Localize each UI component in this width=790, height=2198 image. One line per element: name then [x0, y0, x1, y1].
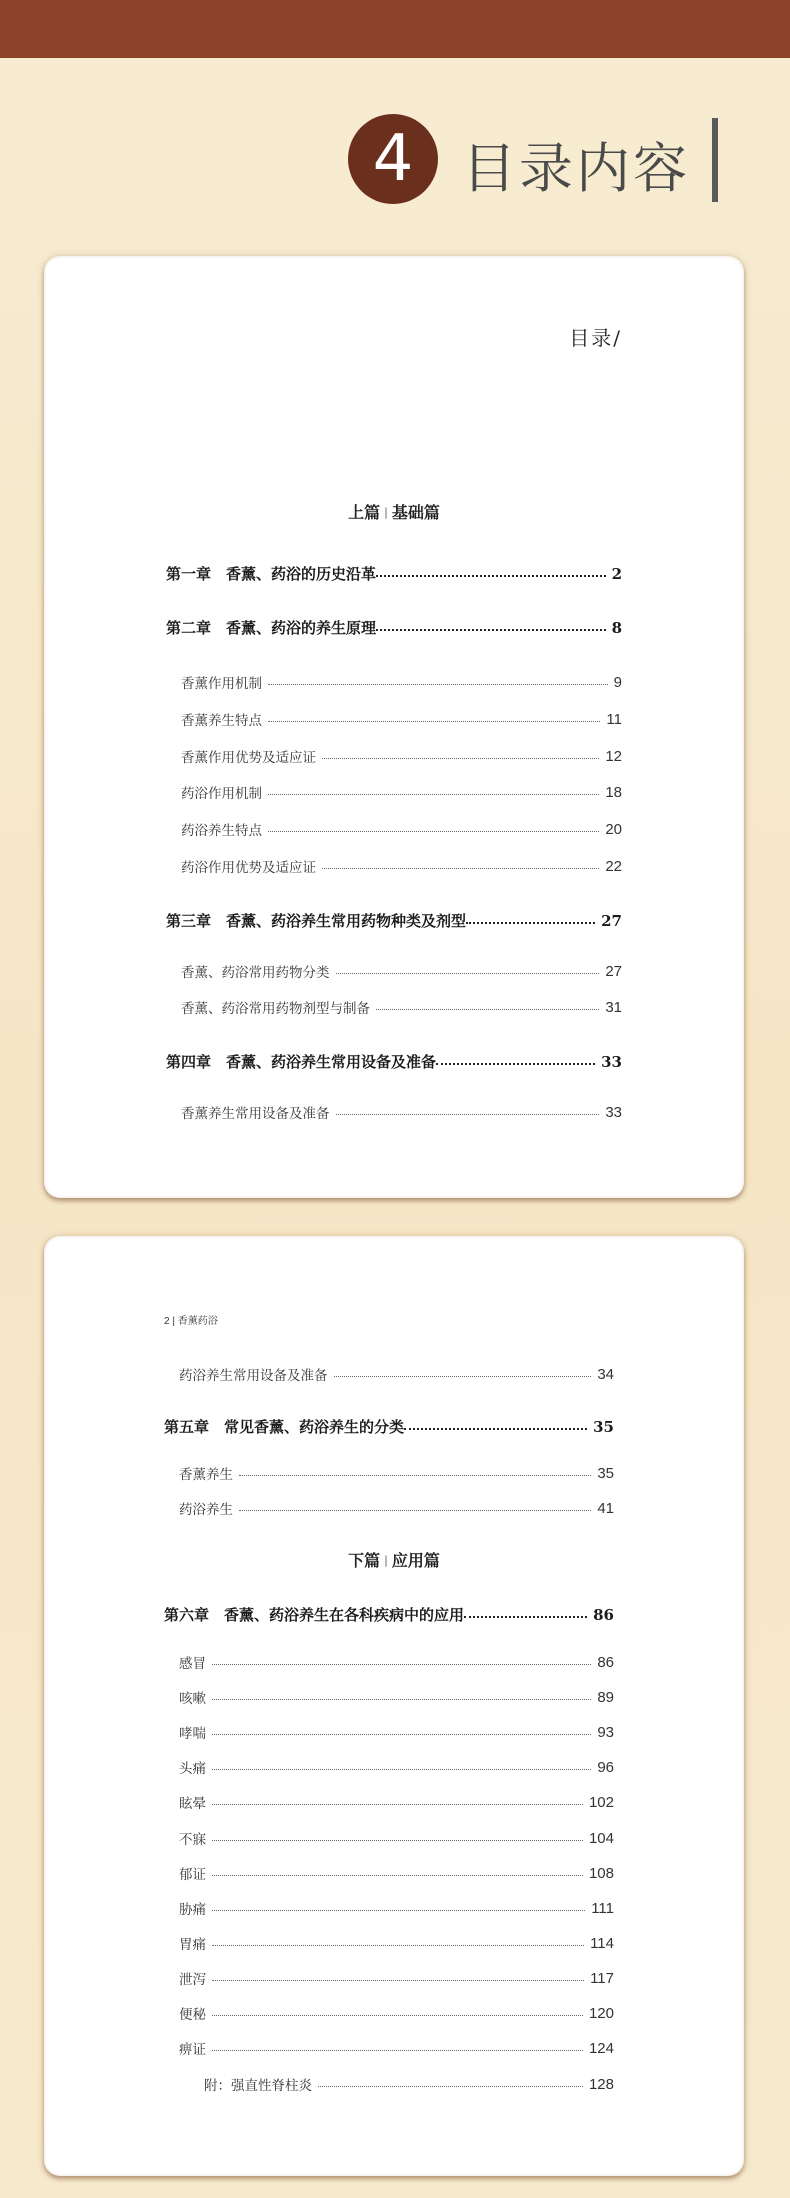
dot-leader [212, 1875, 583, 1876]
toc-entry-label: 眩晕 [179, 1796, 206, 1811]
toc-entry-label: 药浴作用优势及适应证 [181, 860, 316, 875]
dot-leader [212, 1840, 583, 1841]
toc-chapter-row[interactable] [166, 1051, 622, 1072]
toc-section-row[interactable] [179, 1498, 614, 1518]
toc-section-row[interactable] [181, 782, 622, 802]
toc-entry-label: 药浴养生常用设备及准备 [179, 1368, 328, 1383]
section-title: 目录内容 [462, 137, 690, 200]
dot-leader [212, 1664, 591, 1665]
toc-chapter-row[interactable] [166, 563, 622, 584]
dot-leader [376, 629, 606, 631]
dot-leader [436, 1063, 595, 1065]
toc-entry-label: 胁痛 [179, 1902, 206, 1917]
toc-section-row[interactable] [179, 1863, 614, 1883]
toc-entry-label: 香薰养生常用设备及准备 [181, 1106, 330, 1121]
toc-entry-label: 第三章 香薰、药浴养生常用药物种类及剂型 [166, 912, 467, 930]
toc-section-row[interactable] [179, 1968, 614, 1988]
dot-leader [322, 868, 599, 869]
toc-chapter-row[interactable] [164, 1416, 614, 1437]
top-banner [0, 0, 790, 58]
section-number-badge: 4 [348, 114, 438, 204]
toc-entry-label: 第二章 香薰、药浴的养生原理 [166, 619, 377, 637]
part-label: 下篇 [348, 1551, 381, 1570]
toc-page-number: 89 [597, 1688, 614, 1706]
dot-leader [376, 575, 606, 577]
toc-page-number: 27 [605, 962, 622, 980]
dot-leader [376, 1009, 599, 1010]
dot-leader [268, 721, 600, 722]
toc-entry-label: 第四章 香薰、药浴养生常用设备及准备 [166, 1053, 437, 1071]
toc-page-number: 2 [611, 564, 622, 583]
toc-page-number: 12 [605, 747, 622, 765]
toc-entry-label: 第五章 常见香薰、药浴养生的分类 [164, 1418, 405, 1436]
toc-entry-label: 第六章 香薰、药浴养生在各科疾病中的应用 [164, 1606, 465, 1624]
toc-section-row[interactable] [181, 709, 622, 729]
part-separator: | [384, 1554, 388, 1567]
toc-entry-label: 痹证 [179, 2042, 206, 2057]
toc-chapter-row[interactable] [166, 617, 622, 638]
toc-page-number: 18 [605, 783, 622, 801]
toc-section-row[interactable] [179, 1652, 614, 1672]
dot-leader [268, 831, 599, 832]
toc-chapter-row[interactable] [164, 1604, 614, 1625]
toc-section-row[interactable] [179, 1757, 614, 1777]
dot-leader [212, 1769, 591, 1770]
toc-page-number: 27 [601, 911, 622, 930]
toc-section-row[interactable] [179, 1687, 614, 1707]
toc-section-row[interactable] [179, 1463, 614, 1483]
toc-entry-label: 香薰作用优势及适应证 [181, 750, 316, 765]
toc-entry-label: 第一章 香薰、药浴的历史沿革 [166, 565, 377, 583]
toc-page-number: 102 [588, 1793, 614, 1811]
dot-leader [464, 1616, 587, 1618]
part-heading-upper [44, 500, 744, 523]
toc-page-number: 34 [597, 1365, 614, 1383]
part-label: 上篇 [348, 503, 381, 522]
toc-entry-label: 胃痛 [179, 1937, 206, 1952]
toc-page-number: 86 [593, 1605, 614, 1624]
part-name: 基础篇 [391, 503, 440, 522]
dot-leader [212, 2015, 583, 2016]
dot-leader [336, 973, 600, 974]
toc-chapter-row[interactable] [166, 910, 622, 931]
toc-entry-label: 哮喘 [179, 1726, 206, 1741]
dot-leader [212, 1734, 591, 1735]
dot-leader [212, 1980, 584, 1981]
toc-section-row[interactable] [181, 961, 622, 981]
toc-title: 目录/ [569, 326, 622, 350]
toc-entry-label: 药浴养生 [179, 1502, 233, 1517]
toc-page-number: 117 [590, 1969, 614, 1987]
toc-section-row[interactable] [181, 672, 622, 692]
toc-section-row[interactable] [179, 2038, 614, 2058]
toc-entry-label: 泄泻 [179, 1972, 206, 1987]
dot-leader [268, 794, 599, 795]
toc-entry-label: 香薰、药浴常用药物剂型与制备 [181, 1001, 370, 1016]
toc-section-row[interactable] [179, 2003, 614, 2023]
toc-section-row[interactable] [181, 1102, 622, 1122]
toc-entry-label: 不寐 [179, 1832, 206, 1847]
toc-entry-label: 郁证 [179, 1867, 206, 1882]
toc-entry-label: 附：强直性脊柱炎 [204, 2078, 312, 2093]
toc-page-number: 104 [588, 1829, 614, 1847]
toc-section-row[interactable] [179, 1933, 614, 1953]
toc-entry-label: 感冒 [179, 1656, 206, 1671]
dot-leader [404, 1428, 587, 1430]
dot-leader [334, 1376, 592, 1377]
toc-entry-label: 咳嗽 [179, 1691, 206, 1706]
toc-page-number: 31 [605, 998, 622, 1016]
toc-section-row[interactable] [181, 819, 622, 839]
toc-page-number: 9 [613, 673, 622, 691]
title-divider [712, 118, 718, 202]
dot-leader [336, 1114, 600, 1115]
toc-page-number: 20 [605, 820, 622, 838]
toc-page-number: 33 [601, 1052, 622, 1071]
dot-leader [212, 2050, 583, 2051]
toc-entry-label: 香薰养生 [179, 1467, 233, 1482]
dot-leader [212, 1910, 585, 1911]
dot-leader [212, 1699, 591, 1700]
toc-entry-label: 香薰作用机制 [181, 676, 262, 691]
part-name: 应用篇 [391, 1551, 440, 1570]
running-head: 2 | 香薰药浴 [164, 1316, 218, 1327]
toc-entry-label: 头痛 [179, 1761, 206, 1776]
toc-entry-label: 香薰、药浴常用药物分类 [181, 965, 330, 980]
toc-section-row[interactable] [179, 1898, 614, 1918]
toc-entry-label: 药浴养生特点 [181, 823, 262, 838]
toc-entry-label: 香薰养生特点 [181, 713, 262, 728]
toc-section-row[interactable] [179, 1828, 614, 1848]
toc-page-number: 8 [611, 618, 622, 637]
part-heading-lower [44, 1548, 744, 1571]
toc-section-row[interactable] [204, 2074, 614, 2094]
toc-page-1 [44, 256, 744, 1198]
toc-page-number: 35 [597, 1464, 614, 1482]
toc-section-row[interactable] [179, 1722, 614, 1742]
toc-page-number: 96 [597, 1758, 614, 1776]
dot-leader [212, 1945, 584, 1946]
toc-page-2 [44, 1236, 744, 2176]
dot-leader [268, 684, 608, 685]
toc-page-number: 22 [605, 857, 622, 875]
toc-page-number: 35 [593, 1417, 614, 1436]
section-header [0, 108, 790, 208]
toc-page-number: 86 [597, 1653, 614, 1671]
toc-section-row[interactable] [179, 1792, 614, 1812]
toc-page-number: 124 [588, 2039, 614, 2057]
toc-page-number: 114 [590, 1934, 614, 1952]
dot-leader [239, 1475, 591, 1476]
toc-page-number: 33 [605, 1103, 622, 1121]
dot-leader [318, 2086, 583, 2087]
toc-page-number: 108 [588, 1864, 614, 1882]
dot-leader [322, 758, 599, 759]
dot-leader [466, 922, 595, 924]
toc-entry-label: 药浴作用机制 [181, 786, 262, 801]
toc-page-number: 128 [588, 2075, 614, 2093]
toc-section-row[interactable] [181, 746, 622, 766]
toc-entry-label: 便秘 [179, 2007, 206, 2022]
toc-page-number: 41 [597, 1499, 614, 1517]
dot-leader [212, 1804, 583, 1805]
toc-page-number: 111 [591, 1899, 614, 1917]
dot-leader [239, 1510, 591, 1511]
part-separator: | [384, 506, 388, 519]
toc-page-number: 93 [597, 1723, 614, 1741]
toc-page-number: 11 [606, 710, 622, 728]
toc-page-number: 120 [588, 2004, 614, 2022]
toc-section-row[interactable] [179, 1364, 614, 1384]
toc-section-row[interactable] [181, 997, 622, 1017]
toc-section-row[interactable] [181, 856, 622, 876]
